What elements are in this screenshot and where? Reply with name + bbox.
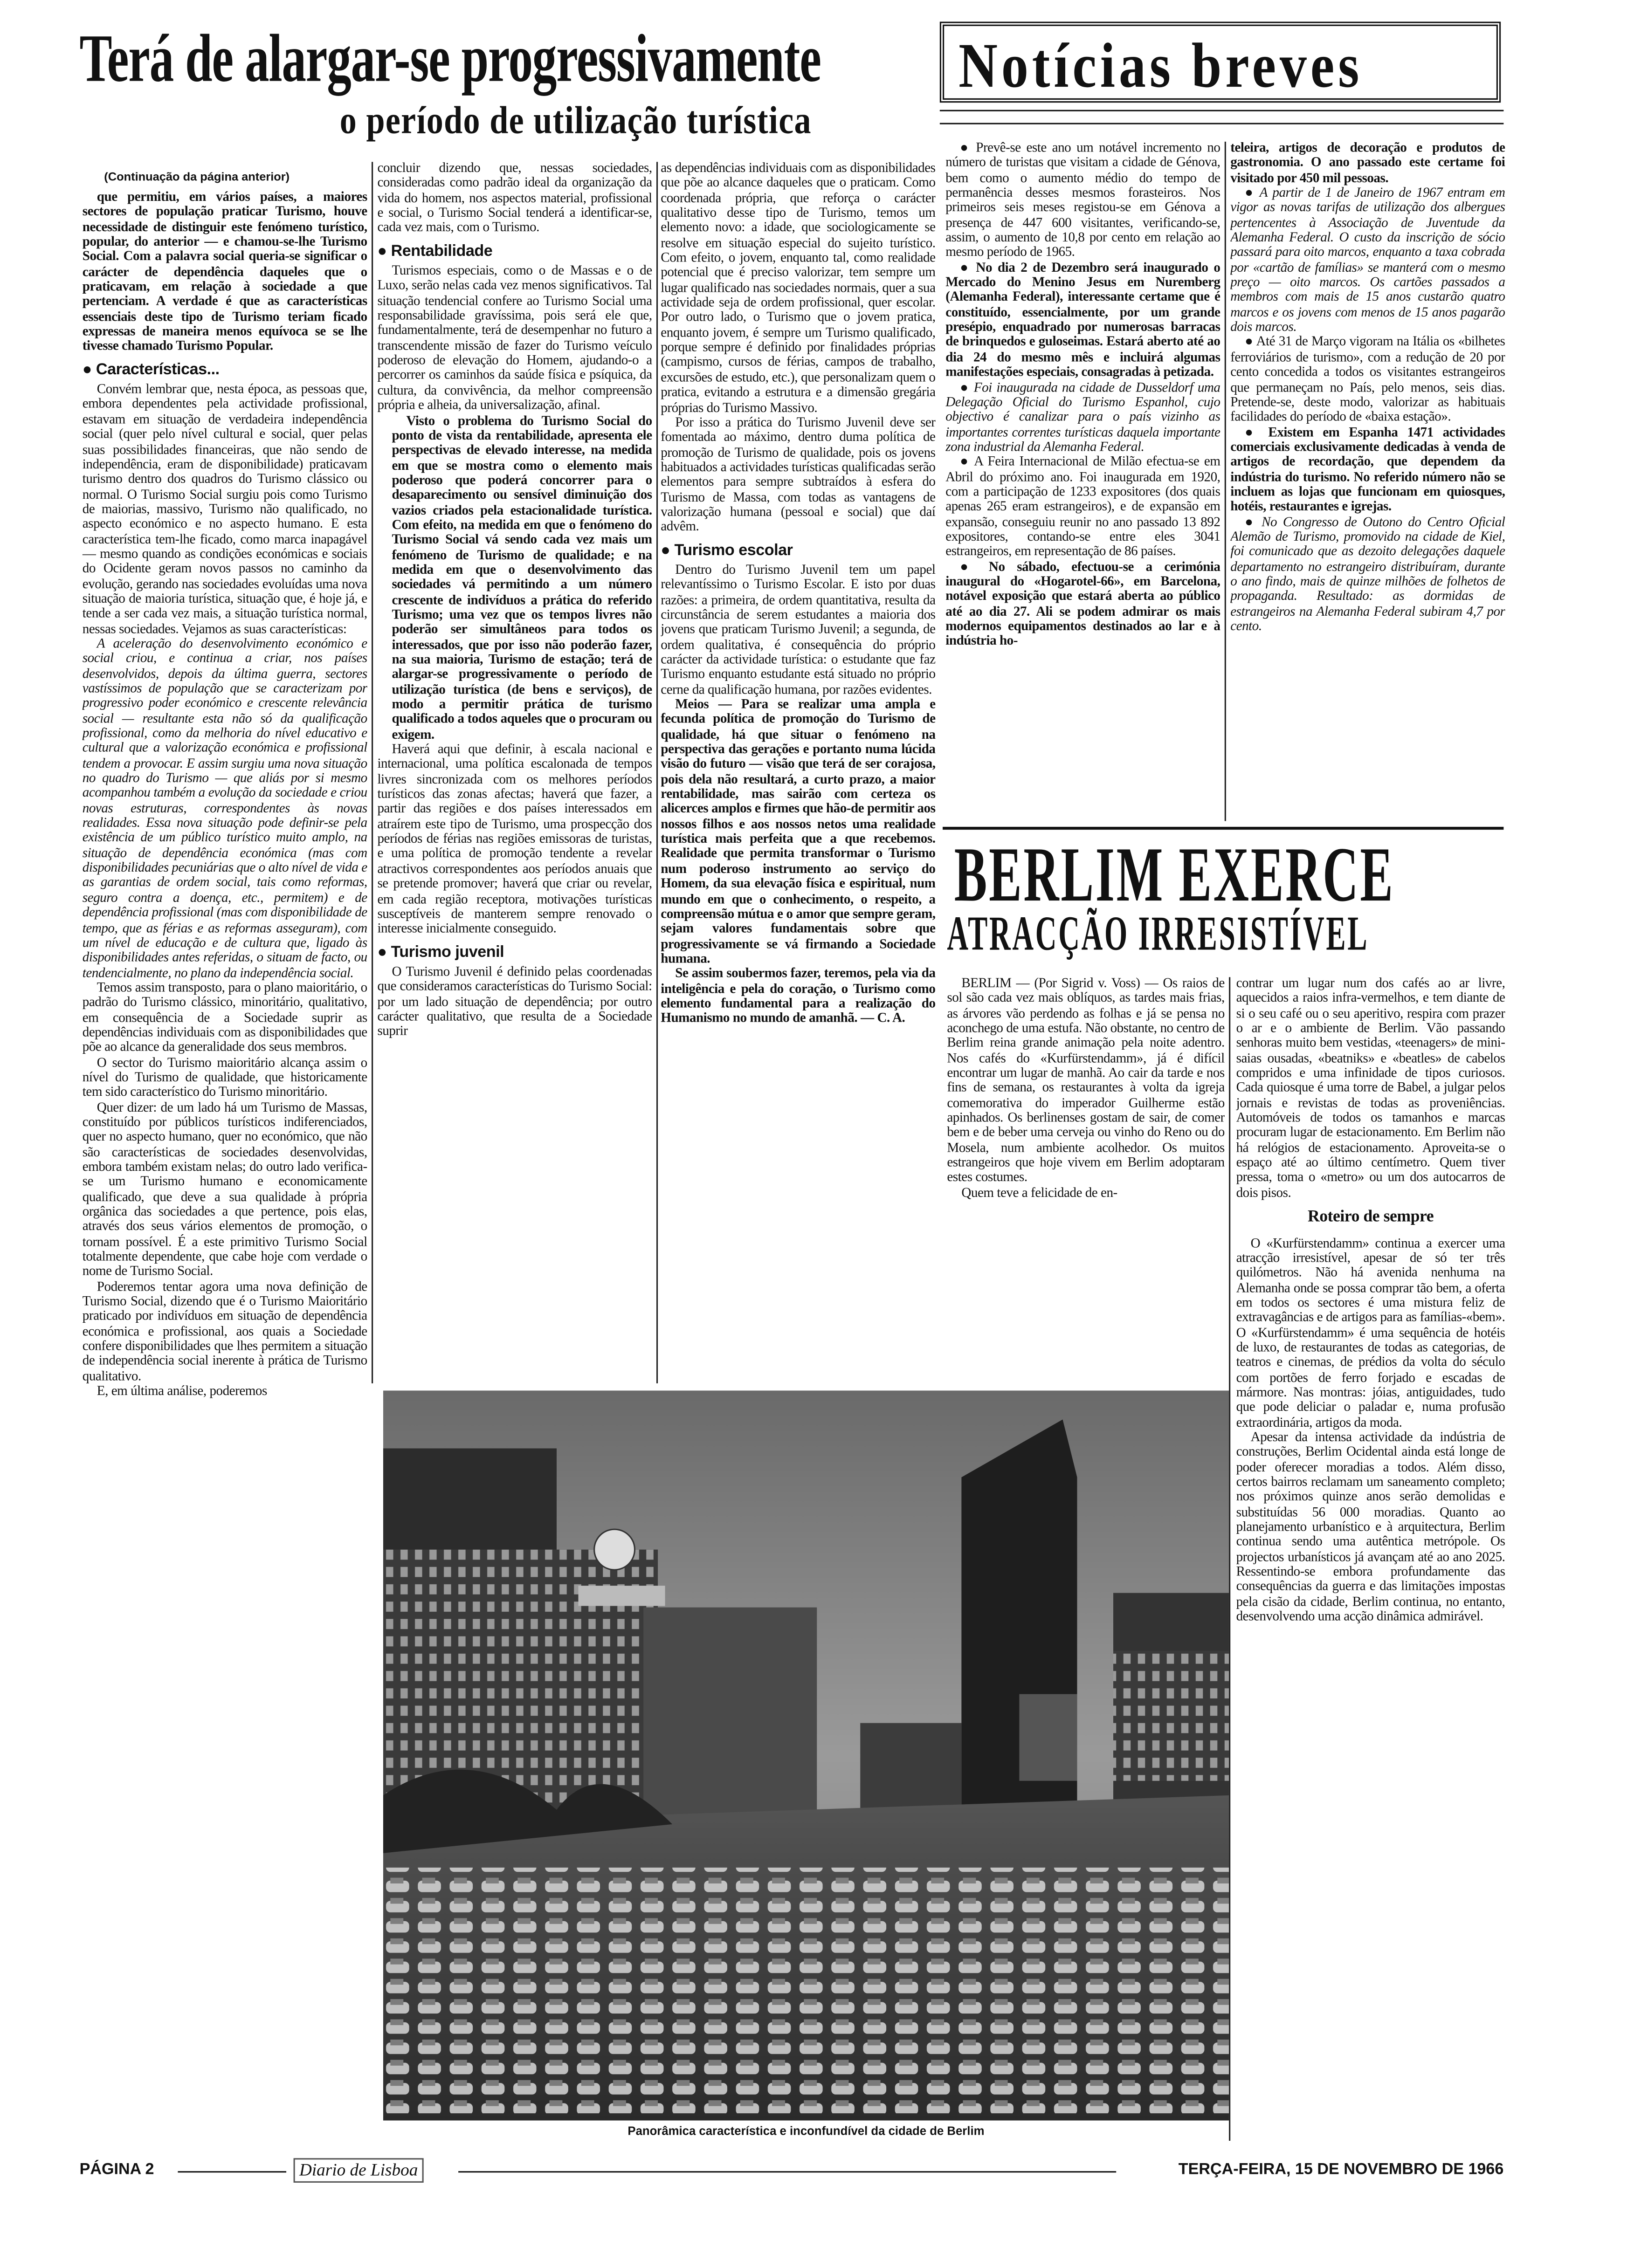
paragraph: Apesar da intensa actividade da indústria de construções, Berlim Ocidental ainda está longe de poder oferecer moradias a todos. Além disso, certos bairros reclamam um saneamento completo; nos próximos quinze anos serão demolidas e substituídas 56 000 moradias. Quanto ao planejamento urbanístico e à arquitectura, Berlim continua sendo uma autêntica metrópole. Os projectos urbanísticos já avançam até ao ano 2025. Ressentindo-se embora profundamente das consequências da guerra e das limitações impostas pela cisão da cidade, Berlim continua, no entanto, desenvolvendo uma acção dinâmica admirável. bbox=[1236, 1431, 1505, 1625]
paragraph: Visto o problema do Turismo Social do ponto de vista da rentabilidade, apresenta ele perspectivas de elevado interesse, na medida em que se mostra como o elemento mais poderoso que poderá concorrer para o desaparecimento ou sensível diminuição dos vazios criados pela estacionalidade turística. Com efeito, na medida em que o fenómeno do Turismo Social vá sendo cada vez mais um fenómeno de Turismo de qualidade; e na medida em que o desenvolvimento das sociedades vá permitindo a um número crescente de indivíduos a prática do referido Turismo; uma vez que os tempos livres não poderão ser simultâneos para todos os interessados, que por isso não poderão fazer, na sua maioria, Turismo de estação; terá de alargar-se progressivamente o período de utilização turística (de bens e serviços), de modo a permitir prática de turismo qualificado a todos aqueles que o procuram ou exigem. bbox=[392, 414, 652, 743]
paragraph: ● Existem em Espanha 1471 actividades comerciais exclusivamente dedicadas à venda de artigos de recordação, que dependem da indústria do turismo. No referido número não se incluem as lojas que funcionam em quiosques, hotéis, restaurantes e igrejas. bbox=[1230, 426, 1505, 515]
article-headline: Terá de alargar-se progressivamente bbox=[79, 21, 821, 97]
article-column-2 bbox=[377, 162, 652, 1376]
berlin-column-1 bbox=[947, 977, 1224, 1367]
paragraph: as dependências individuais com as disponibilidades que põe ao alcance daqueles que o praticam. Como coordenada própria, que reforça o carácter qualitativo desse tipo de Turismo, temos um elemento novo: a idade, que sociologicamente se resolve em situação especial do sujeito turístico. Com efeito, o jovem, enquanto tal, como realidade potencial que é preciso valorizar, tem sempre um lugar qualificado nas sociedades normais, quer a sua actividade seja de ordem profissional, quer escolar. Por outro lado, o Turismo que o jovem pratica, enquanto jovem, é sempre um Turismo qualificado, porque sempre é definido por finalidades próprias (campismo, cursos de férias, campos de trabalho, excursões de estudo, etc.), que personalizam quem o pratica, evitando a estrutura e a dimensão gregária próprias do Turismo Massivo. bbox=[661, 162, 936, 416]
paragraph: ● A partir de 1 de Janeiro de 1967 entram em vigor as novas tarifas de utilização dos albergues pertencentes à Associação de Juventude da Alemanha Federal. O custo da inscrição de sócio passará para oito marcos, enquanto a taxa cobrada por «cartão de famílias» se manterá com o mesmo preço — oito marcos. Os cartões passados a membros com mais de 15 anos custarão quatro marcos e os jovens com menos de 15 anos pagarão dois marcos. bbox=[1230, 186, 1505, 336]
paragraph: E, em última análise, poderemos bbox=[97, 1385, 267, 1400]
paragraph: ● No Congresso de Outono do Centro Oficial Alemão de Turismo, promovido na cidade de Kiel, foi comunicado que as dezoito delegações daquele departamento no estrangeiro distribuíram, durante o ano findo, mais de quinze milhões de folhetos de propaganda. Resultado: as dormidas de estrangeiros na Alemanha Federal subiram 4,7 por cento. bbox=[1230, 515, 1505, 635]
berlin-subheadline: ATRACÇÃO IRRESISTÍVEL bbox=[947, 907, 1369, 962]
article-subheadline: o período de utilização turística bbox=[339, 98, 812, 142]
paragraph: Haverá aqui que definir, à escala nacional e internacional, uma política escalonada de tempos livres sincronizada com os melhores períodos turísticos das zonas afectas; haverá que fazer, a partir das regiões e dos países interessados em atraírem este tipo de Turismo, uma prospecção dos períodos de férias nas regiões emissoras de turistas, e uma política de promoção tendente a revelar atractivos correspondentes aos períodos anuais que se pretende promover; haverá que criar ou revelar, em cada região receptora, motivações turísticas susceptíveis de manterem sempre renovado o interesse inicialmente conseguido. bbox=[377, 743, 652, 937]
section-heading: ● Características... bbox=[82, 361, 220, 378]
paragraph: que permitiu, em vários países, a maiores sectores de população praticar Turismo, houve necessidade de distinguir este fenómeno turístico, popular, do anterior — e chamou-se-lhe Turismo Social. Com a palavra social queria-se significar o carácter de dependência daqueles que o praticavam, em relação à sociedade a que pertenciam. A verdade é que as características essenciais deste tipo de Turismo teriam ficado expressas de maneira menos equívoca se se lhe tivesse chamado Turismo Popular. bbox=[82, 191, 367, 355]
masthead-logo: Diario de Lisboa bbox=[294, 2158, 424, 2183]
paragraph: contrar um lugar num dos cafés ao ar livre, aquecidos a raios infra-vermelhos, e tem diante de si o seu café ou o seu aperitivo, respira com prazer o ar e o ambiente de Berlim. Vão passando senhoras muito bem vestidas, «teenagers» de mini-saias ousadas, «beatniks» e «beatles» de cabelos compridos e uma infinidade de tipos curiosos. Cada quiosque é uma torre de Babel, a julgar pelos jornais e revistas de todas as proveniências. Automóveis de todos os tamanhos e marcas procuram lugar de estacionamento. Em Berlim não há relógios de estacionamento. Aproveita-se o espaço até ao último centímetro. Quem tiver pressa, toma o «metro» ou um dos autocarros de dois pisos. bbox=[1236, 977, 1505, 1201]
news-brief-box bbox=[940, 22, 1501, 103]
article-column-3 bbox=[661, 162, 935, 1376]
section-heading: ● Rentabilidade bbox=[377, 242, 493, 260]
paragraph: ● Foi inaugurada na cidade de Dusseldorf uma Delegação Oficial do Turismo Espanhol, cujo objectivo é canalizar para o país vizinho as importantes correntes turísticas daquela importante zona industrial da Alemanha Federal. bbox=[945, 381, 1220, 455]
berlin-column-2 bbox=[1236, 977, 1505, 2141]
section-heading: ● Turismo escolar bbox=[661, 541, 793, 559]
paragraph: Meios — Para se realizar uma ampla e fecunda política de promoção do Turismo de qualidade, há que situar o fenómeno na perspectiva das gerações e portanto numa lúcida visão do futuro — visão que terá de ser corajosa, pois dela não resultará, a curto prazo, a maior rentabilidade, mas sairão com certeza os alicerces amplos e firmes que hão-de permitir aos nossos filhos e aos nossos netos uma realidade turística mais perfeita que a que recebemos. Realidade que permita transformar o Turismo num poderoso instrumento ao serviço do Homem, da sua elevação física e espiritual, num mundo em que o conhecimento, o respeito, a compreensão mútua e o amor que sempre geram, sejam valores fundamentais sobre que progressivamente se vá firmando a Sociedade humana. bbox=[661, 698, 936, 967]
paragraph: A aceleração do desenvolvimento económico e social criou, e continua a criar, nos países desenvolvidos, depois da última guerra, sectores vastíssimos de população que se caracterizam por progressivo poder económico e crescente relevância social — resultante esta não só da qualificação profissional, como da melhoria do nível educativo e cultural que a valorização económica e profissional tendem a provocar. E assim surgiu uma nova situação no quadro do Turismo — que aliás por si mesmo acompanhou também a evolução da sociedade e criou novas estruturas, correspondentes às novas realidades. Essa nova situação pode definir-se pela existência de um público turístico muito amplo, na situação de dependência económica (mas com disponibilidades pecuniárias que o alto nível de vida e as garantias de ordem social, tais como reformas, seguro contra a doença, etc., permitem) e de dependência profissional (mas com disponibilidade de tempo, que as férias e as reformas asseguram), com um nível de educação e de cultura que, ligado às disponibilidades antes referidas, o situam de facto, ou tendencialmente, no plano da independência social. bbox=[82, 637, 367, 981]
issue-date: TERÇA-FEIRA, 15 DE NOVEMBRO DE 1966 bbox=[1178, 2161, 1504, 2179]
paragraph: O sector do Turismo maioritário alcança assim o nível do Turismo de qualidade, que historicamente tem sido característico do Turismo minoritário. bbox=[82, 1056, 367, 1100]
paragraph: ● Prevê-se este ano um notável incremento no número de turistas que visitam a cidade de Génova, bem como o aumento médio do tempo de permanência desses mesmos forasteiros. Nos primeiros seis meses registou-se em Génova a presença de 447 600 visitantes, verificando-se, assim, o aumento de 10,8 por cento em relação ao mesmo período de 1965. bbox=[945, 141, 1220, 261]
paragraph: ● Até 31 de Março vigoram na Itália os «bilhetes ferroviários de turismo», com a redução de 20 por cento concedida a todos os visitantes estrangeiros que permaneçam no País, pelo menos, seis dias. Pretende-se, deste modo, valorizar as habituais facilidades do período de «baixa estação». bbox=[1230, 336, 1505, 426]
paragraph: Poderemos tentar agora uma nova definição de Turismo Social, dizendo que é o Turismo Maioritário praticado por indivíduos em situação de dependência económica e profissional, aos quais a Sociedade confere disponibilidades que lhes permitem a situação de independência social inerente à prática de Turismo qualitativo. bbox=[82, 1280, 367, 1385]
paragraph: Quem teve a felicidade de en- bbox=[961, 1186, 1117, 1201]
continuation-note: (Continuação da página anterior) bbox=[104, 170, 290, 184]
paragraph: Quer dizer: de um lado há um Turismo de Massas, constituído por públicos turísticos indiferenciados, quer no aspecto humano, quer no económico, que não são características de sociedades desenvolvidas, embora também existam nelas; do outro lado verifica-se um Turismo humano e economicamente qualificado, que deve a sua qualidade à própria orgânica das sociedades a que pertence, pois elas, através dos seus vários elementos de promoção, o tornam possível. É a este primitivo Turismo Social totalmente dependente, que cabe hoje com verdade o nome de Turismo Social. bbox=[82, 1101, 367, 1280]
page-footer bbox=[80, 2161, 1504, 2181]
paragraph: ● A Feira Internacional de Milão efectua-se em Abril do próximo ano. Foi inaugurada em 1920, com a participação de 1233 expositores (dos quais apenas 265 eram estrangeiros), e de expansão em expansão, conseguiu reunir no ano passado 13 892 expositores, contando-se entre eles 3041 estrangeiros, em representação de 86 países. bbox=[945, 455, 1220, 560]
paragraph: Turismos especiais, como o de Massas e o de Luxo, serão nelas cada vez menos significativos. Tal situação tendencial confere ao Turismo Social uma responsabilidade gravíssima, pois será ele que, fundamentalmente, terá de desempenhar no futuro a transcendente missão de fazer do Turismo veículo poderoso de elevação do Homem, ajudando-o a percorrer os caminhos da saúde física e psíquica, da cultura, da convivência, da melhor compreensão própria e alheia, da universalização, afinal. bbox=[377, 264, 652, 414]
paragraph: ● No dia 2 de Dezembro será inaugurado o Mercado do Menino Jesus em Nuremberg (Alemanha Federal), interessante certame que é constituído, essencialmente, por um grande presépio, enquadrado por numerosas barracas de brinquedos e guloseimas. Estará aberto até ao dia 24 do mesmo mês e incluirá algumas manifestações especiais, consagradas à petizada. bbox=[945, 261, 1220, 381]
page-number: PÁGINA 2 bbox=[79, 2161, 154, 2179]
paragraph: ● No sábado, efectuou-se a cerimónia inaugural do «Hogarotel-66», em Barcelona, notável exposição que estará aberta ao público até ao dia 27. Ali se podem admirar os mais modernos equipamentos destinados ao lar e à indústria ho- bbox=[945, 560, 1220, 650]
news-brief-column-1 bbox=[945, 142, 1220, 821]
paragraph: teleira, artigos de decoração e produtos de gastronomia. O ano passado este certame foi visitado por 450 mil pessoas. bbox=[1230, 141, 1505, 186]
section-heading: ● Turismo juvenil bbox=[377, 943, 504, 961]
paragraph: BERLIM — (Por Sigrid v. Voss) — Os raios de sol são cada vez mais oblíquos, as tardes mais frias, as árvores vão perdendo as folhas e já se pensa no aconchego de uma estufa. Não obstante, no centro de Berlim reina grande animação pela noite adentro. Nos cafés do «Kurfürstendamm», já é difícil encontrar um lugar de manhã. Ao cair da tarde e nos fins de semana, os restaurantes à volta da igreja comemorativa do imperador Guilherme estão apinhados. Os berlinenses gostam de sair, de comer bem e de beber uma cerveja ou vinho do Reno ou do Mosela, num ambiente acolhedor. Os muitos estrangeiros que hoje vivem em Berlim adoptaram estes costumes. bbox=[947, 977, 1225, 1186]
paragraph: Dentro do Turismo Juvenil tem um papel relevantíssimo o Turismo Escolar. E isto por duas razões: a primeira, de ordem quantitativa, resulta da circunstância de serem estudantes a maioria dos jovens que praticam Turismo Juvenil; a segunda, de ordem qualitativa, é consequência do próprio carácter da actividade turística: o estudante que faz Turismo enquanto estudante está situado no próprio cerne da qualificação humana, por razões evidentes. bbox=[661, 564, 936, 698]
paragraph: O «Kurfürstendamm» continua a exercer uma atracção irresistível, apesar de só ter três quilómetros. Não há avenida nenhuma na Alemanha onde se possa comprar tão bem, a oferta em todos os sectores é uma mistura feliz de extravagâncias e de artigos para as famílias-«bem». O «Kurfürstendamm» é uma sequência de hotéis de luxo, de restaurantes de todas as categorias, de teatros e cinemas, de prédios da volta do século com portões de ferro forjado e escadas de mármore. Nas montras: jóias, antiguidades, tudo que pode deliciar o paladar e, numa profusão extraordinária, artigos da moda. bbox=[1236, 1237, 1505, 1431]
paragraph: O Turismo Juvenil é definido pelas coordenadas que consideramos características do Turismo Social: por um lado situação de dependência; por outro carácter qualitativo, que resulta de a Sociedade suprir bbox=[377, 965, 652, 1040]
news-brief-title: Notícias breves bbox=[958, 30, 1363, 102]
photo-caption: Panorâmica característica e inconfundível da cidade de Berlim bbox=[627, 2123, 985, 2138]
section-heading: Roteiro de sempre bbox=[1307, 1209, 1434, 1226]
berlin-photo bbox=[383, 1390, 1229, 2120]
paragraph: Por isso a prática do Turismo Juvenil deve ser fomentada ao máximo, dentro duma política de promoção de Turismo de qualidade, pois os jovens habituados a actividades turísticas qualificadas serão elementos para sempre subtraídos à esfera do Turismo de Massa, com todas as vantagens de valorização humana (pessoal e social) que daí advêm. bbox=[661, 416, 936, 536]
paragraph: Temos assim transposto, para o plano maioritário, o padrão do Turismo clássico, minoritário, qualitativo, em consequência de a Sociedade suprir as dependências individuais com as disponibilidades que põe ao alcance da generalidade dos seus membros. bbox=[82, 981, 367, 1056]
paragraph: Convém lembrar que, nesta época, as pessoas que, embora dependentes pela actividade profissional, estavam em situação de verdadeira independência social (quer pelo nível cultural e social, quer pelas suas possibilidades financeiras, que não sendo de independência, eram de disponibilidade) praticavam turismo dentro dos quadros do Turismo clássico ou normal. O Turismo Social surgiu pois como Turismo de maiorias, massivo, Turismo não qualificado, no aspecto económico e no aspecto humano. E esta característica tem-lhe ficado, como marca inapagável — mesmo quando as condições económicas e sociais do Ocidente geram novos passos no caminho da evolução, gerando nas sociedades evoluídas uma nova situação de maioria turística, situação que, é hoje já, e tende a ser cada vez mais, a situação turística normal, nessas sociedades. Vejamos as suas características: bbox=[82, 383, 367, 637]
berlin-street-photo bbox=[383, 1390, 1229, 2120]
article-column-1 bbox=[83, 191, 367, 2157]
berlin-headline: BERLIM EXERCE bbox=[954, 831, 1395, 918]
paragraph: concluir dizendo que, nessas sociedades, consideradas como padrão ideal da organização da vida do homem, nos aspectos material, profissional e social, o Turismo Social tenderá a identificar-se, cada vez mais, com o Turismo. bbox=[377, 162, 652, 236]
paragraph: Se assim soubermos fazer, teremos, pela via da inteligência e pela do coração, o Turismo como elemento fundamental para a realização do Humanismo no mundo de amanhã. — C. A. bbox=[661, 967, 936, 1027]
news-brief-column-2 bbox=[1230, 142, 1505, 821]
